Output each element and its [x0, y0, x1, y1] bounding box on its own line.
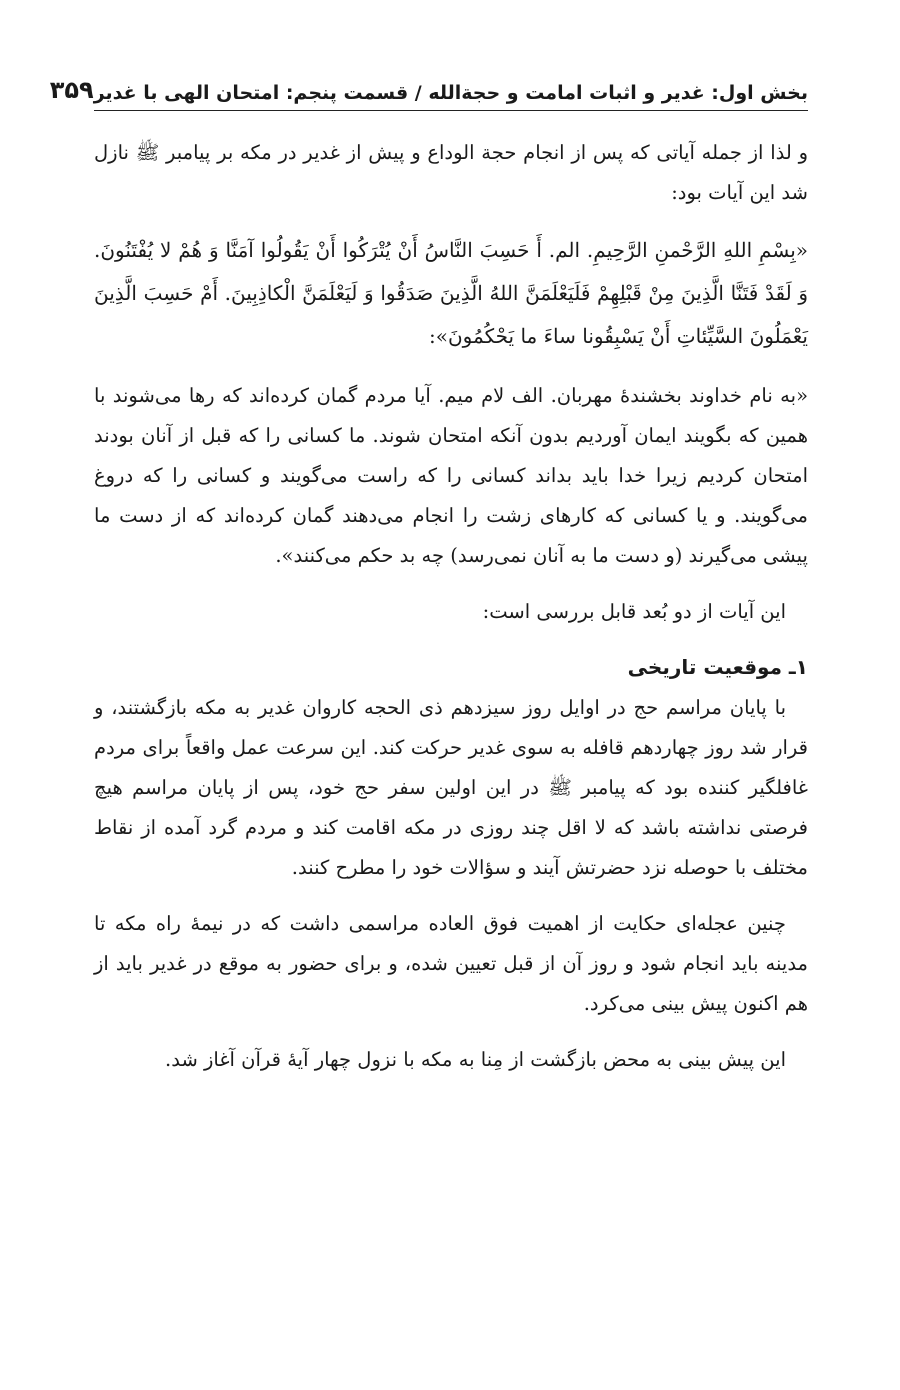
history-paragraph-2: چنین عجله‌ای حکایت از اهمیت فوق العاده مراسمی داشت که در نیمهٔ راه مکه تا مدینه باید انجام شود و روز آن از قبل تعیین شده، و برای حضور به موقع در غدیر باید از هم اکنون پیش بینی می‌کرد. — [94, 912, 808, 1015]
translation-paragraph: «به نام خداوند بخشندهٔ مهربان. الف لام میم. آیا مردم گمان کرده‌اند که رها می‌شوند با همین که بگویند ایمان آوردیم بدون آنکه امتحان شوند. ما کسانی را که قبل از آنان بودند امتحان کردیم زیرا خدا باید بداند کسانی را که راست می‌گویند و کسانی را که دروغ می‌گویند. و یا کسانی که کارهای زشت را انجام می‌دهند گمان کرده‌اند که از دست ما پیشی می‌گیرند (و دست ما به آنان نمی‌رسد) چه بد حکم می‌کنند». — [94, 384, 808, 567]
book-page — [49, 60, 808, 1360]
intro-paragraph: و لذا از جمله آیاتی که پس از انجام حجة الوداع و پیش از غدیر در مکه بر پیامبر ﷺ نازل شد این آیات بود: — [94, 141, 808, 204]
dimensions-paragraph: این آیات از دو بُعد قابل بررسی است: — [482, 600, 786, 623]
section-heading: ۱ـ موقعیت تاریخی — [627, 655, 808, 679]
page-number: ۳۵۹ — [49, 76, 94, 104]
quran-verses: «بِسْمِ اللهِ الرَّحْمنِ الرَّحِيمِ. الم. أَ حَسِبَ النَّاسُ أَنْ يُتْرَكُوا أَنْ يَقُولُوا آمَنَّا وَ هُمْ لا يُفْتَنُونَ. وَ لَقَدْ فَتَنَّا الَّذِينَ مِنْ قَبْلِهِمْ فَلَيَعْلَمَنَّ اللهُ الَّذِينَ صَدَقُوا وَ لَيَعْلَمَنَّ الْكاذِبِينَ. أَمْ حَسِبَ الَّذِينَ يَعْمَلُونَ السَّيِّئاتِ أَنْ يَسْبِقُونا ساءَ ما يَحْكُمُونَ»: — [94, 238, 808, 348]
page-content — [94, 133, 808, 1080]
history-paragraph-1: با پایان مراسم حج در اوایل روز سیزدهم ذی الحجه کاروان غدیر به مکه بازگشتند، و قرار شد روز چهاردهم قافله به سوی غدیر حرکت کند. این سرعت عمل واقعاً برای مردم غافلگیر کننده بود که پیامبر ﷺ در این اولین سفر حج خود، پس از پایان مراسم هیچ فرصتی نداشته باشد که لا اقل چند روزی در مکه اقامت کند و مردم گرد آمده از نقاط مختلف با حوصله نزد حضرتش آیند و سؤالات خود را مطرح کنند. — [94, 696, 808, 879]
page-header — [49, 60, 808, 111]
history-paragraph-3: این پیش بینی به محض بازگشت از مِنا به مکه با نزول چهار آیهٔ قرآن آغاز شد. — [165, 1048, 786, 1071]
running-header-title: بخش اول: غدیر و اثبات امامت و حجةالله / قسمت پنجم: امتحان الهی با غدیر — [93, 82, 808, 104]
